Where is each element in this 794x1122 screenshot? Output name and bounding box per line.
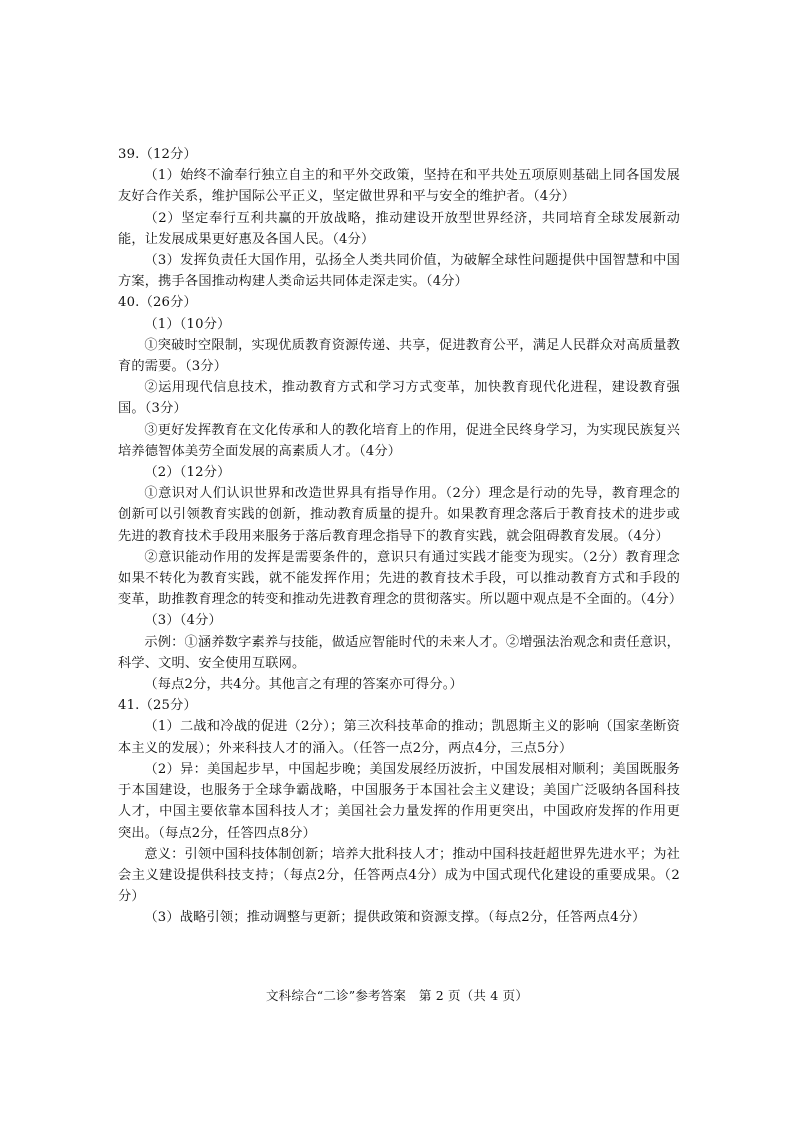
answer-paragraph: ②运用现代信息技术，推动教育方式和学习方式变革，加快教育现代化进程，建设教育强国。（3分）: [118, 380, 680, 417]
answer-paragraph: ①突破时空限制，实现优质教育资源传递、共享，促进教育公平，满足人民群众对高质量教育的需要。（3分）: [118, 337, 680, 375]
question-number: 41.（25分）: [118, 698, 197, 714]
sub-question-heading: （3）（4分）: [144, 613, 222, 629]
answer-paragraph: （1）二战和冷战的促进（2分）；第三次科技革命的推动；凯恩斯主义的影响（国家垄断资本主义的发展）；外来科技人才的涌入。（任答一点2分，两点4分，三点5分）: [118, 719, 680, 756]
answer-paragraph: 意义：引领中国科技体制创新；培养大批科技人才；推动中国科技赶超世界先进水平；为社会主义建设提供科技支持；（每点2分，任答两点4分）成为中国式现代化建设的重要成果。（2分）: [118, 846, 680, 905]
answer-paragraph: （2）异：美国起步早，中国起步晚；美国发展经历波折，中国发展相对顺利；美国既服务于本国建设，也服务于全球争霸战略，中国服务于本国社会主义建设；美国广泛吸纳各国科技人才，中国主要依靠本国科技人才；美国社会力量发挥的作用更突出，中国政府发挥的作用更突出。（每点2分，任答四点8分）: [118, 761, 680, 841]
answer-paragraph: 示例：①涵养数字素养与技能，做适应智能时代的未来人才。②增强法治观念和责任意识，科学、文明、安全使用互联网。: [118, 634, 680, 671]
answer-paragraph: ①意识对人们认识世界和改造世界具有指导作用。（2分）理念是行动的先导，教育理念的创新可以引领教育实践的创新，推动教育质量的提升。如果教育理念落后于教育技术的进步或先进的教育技术手段用来服务于落后教育理念指导下的教育实践，就会阻碍教育发展。（4分）: [118, 486, 680, 544]
question-number: 39.（12分）: [118, 147, 197, 162]
answer-paragraph: ③更好发挥教育在文化传承和人的教化培育上的作用，促进全民终身学习，为实现民族复兴培养德智体美劳全面发展的高素质人才。（4分）: [118, 422, 680, 459]
answer-key-body: [118, 144, 683, 929]
sub-question-heading: （2）（12分）: [144, 465, 231, 481]
page-footer: 文科综合“二诊”参考答案 第 2 页（共 4 页）: [265, 988, 529, 1003]
answer-paragraph: （1）始终不渝奉行独立自主的和平外交政策，坚持在和平共处五项原则基础上同各国发展友好合作关系，维护国际公平正义，坚定做世界和平与安全的维护者。（4分）: [118, 168, 680, 205]
answer-paragraph: （3）战略引领；推动调整与更新；提供政策和资源支撑。（每点2分，任答两点4分）: [144, 910, 646, 926]
sub-question-heading: （1）（10分）: [144, 316, 231, 332]
question-number: 40.（26分）: [118, 295, 197, 311]
answer-paragraph: （3）发挥负责任大国作用，弘扬全人类共同价值，为破解全球性问题提供中国智慧和中国方案，携手各国推动构建人类命运共同体走深走实。（4分）: [118, 253, 680, 290]
answer-paragraph: （2）坚定奉行互利共赢的开放战略，推动建设开放型世界经济，共同培育全球发展新动能，让发展成果更好惠及各国人民。（4分）: [118, 210, 680, 247]
answer-paragraph: ②意识能动作用的发挥是需要条件的，意识只有通过实践才能变为现实。（2分）教育理念如果不转化为教育实践，就不能发挥作用；先进的教育技术手段，可以推动教育方式和手段的变革，助推教育理念的转变和推动先进教育理念的贯彻落实。所以题中观点是不全面的。（4分）: [118, 549, 683, 608]
answer-paragraph: （每点2分，共4分。其他言之有理的答案亦可得分。）: [144, 677, 463, 693]
